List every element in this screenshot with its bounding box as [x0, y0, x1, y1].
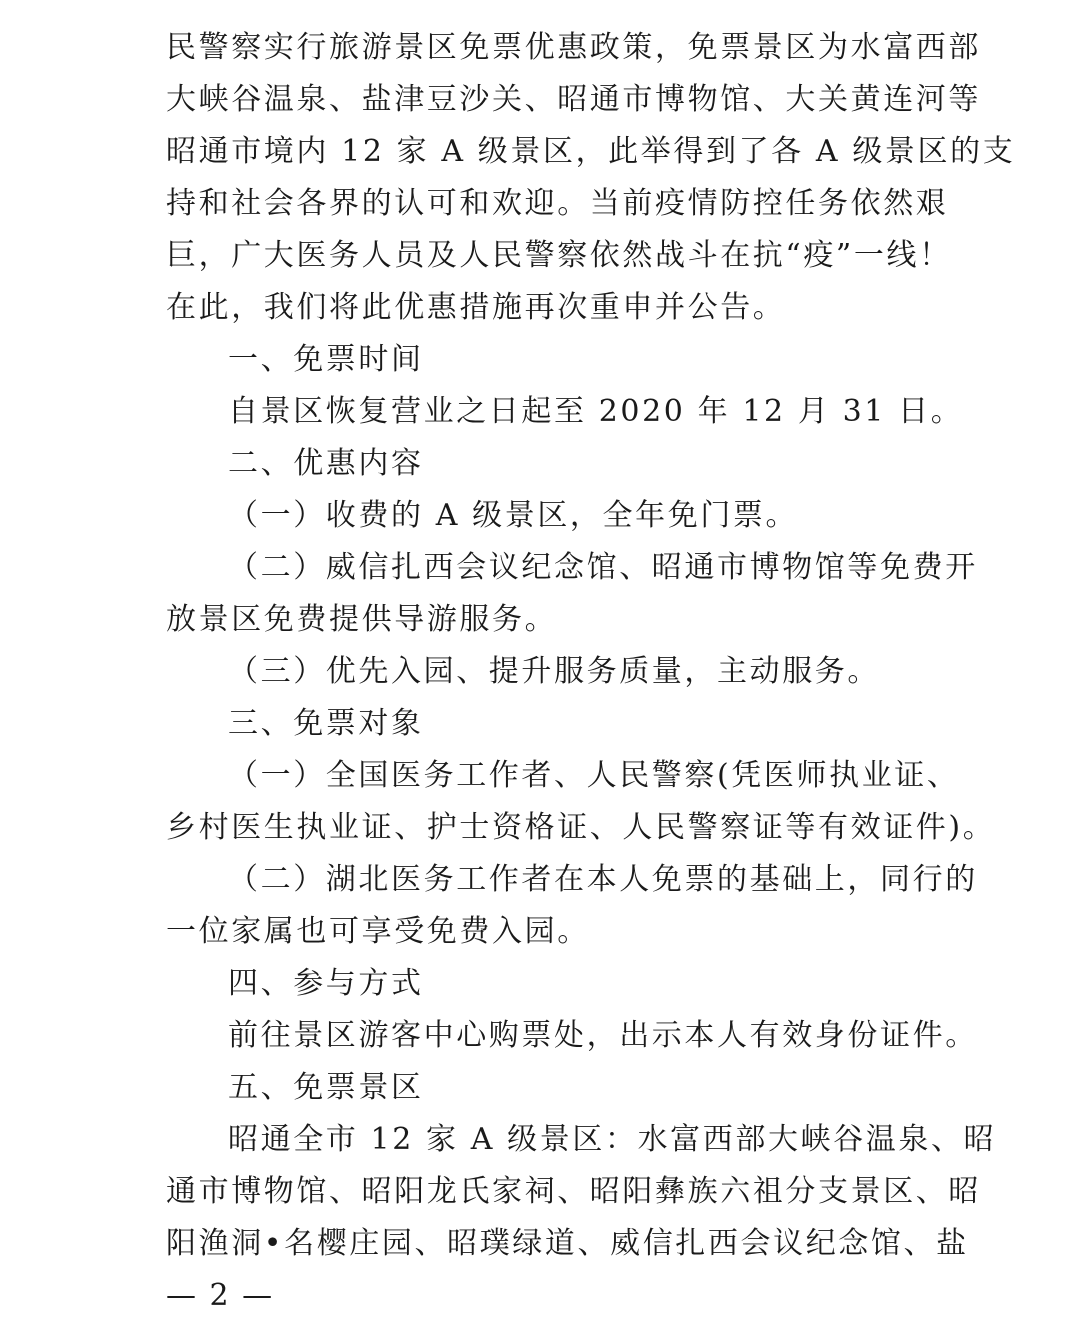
body-text-line: 民警察实行旅游景区免票优惠政策，免票景区为水富西部: [166, 30, 981, 65]
body-text-line: 阳渔洞•名樱庄园、昭璞绿道、威信扎西会议纪念馆、盐: [166, 1226, 969, 1261]
body-text-line: （三）优先入园、提升服务质量，主动服务。: [228, 654, 880, 689]
body-text-line: 一位家属也可享受免费入园。: [166, 914, 590, 949]
section-heading-method: 四、参与方式: [228, 966, 424, 1001]
body-text-line: （二）湖北医务工作者在本人免票的基础上，同行的: [228, 862, 978, 897]
section-heading-free-time: 一、免票时间: [228, 342, 424, 377]
body-text-line: （一）全国医务工作者、人民警察(凭医师执业证、: [228, 758, 960, 793]
section-heading-eligible: 三、免票对象: [228, 706, 424, 741]
section-heading-scenic-spots: 五、免票景区: [228, 1070, 424, 1105]
body-text-line: 放景区免费提供导游服务。: [166, 602, 558, 637]
body-text-line: 大峡谷温泉、盐津豆沙关、昭通市博物馆、大关黄连河等: [166, 82, 981, 117]
body-text-line: 持和社会各界的认可和欢迎。当前疫情防控任务依然艰: [166, 186, 949, 221]
body-text-line: （二）威信扎西会议纪念馆、昭通市博物馆等免费开: [228, 550, 978, 585]
body-text-line: 在此，我们将此优惠措施再次重申并公告。: [166, 290, 786, 325]
section-heading-offer: 二、优惠内容: [228, 446, 424, 481]
body-text-line: 乡村医生执业证、护士资格证、人民警察证等有效证件)。: [166, 810, 996, 845]
page-number: — 2 —: [166, 1278, 275, 1313]
body-text-line: 自景区恢复营业之日起至 2020 年 12 月 31 日。: [228, 394, 964, 429]
body-text-line: 前往景区游客中心购票处，出示本人有效身份证件。: [228, 1018, 978, 1053]
body-text-line: （一）收费的 A 级景区，全年免门票。: [228, 498, 799, 533]
body-text-line: 昭通全市 12 家 A 级景区：水富西部大峡谷温泉、昭: [228, 1122, 997, 1157]
body-text-line: 昭通市境内 12 家 A 级景区，此举得到了各 A 级景区的支: [166, 134, 1016, 169]
body-text-line: 巨，广大医务人员及人民警察依然战斗在抗“疫”一线！: [166, 238, 952, 273]
body-text-line: 通市博物馆、昭阳龙氏家祠、昭阳彝族六祖分支景区、昭: [166, 1174, 981, 1209]
